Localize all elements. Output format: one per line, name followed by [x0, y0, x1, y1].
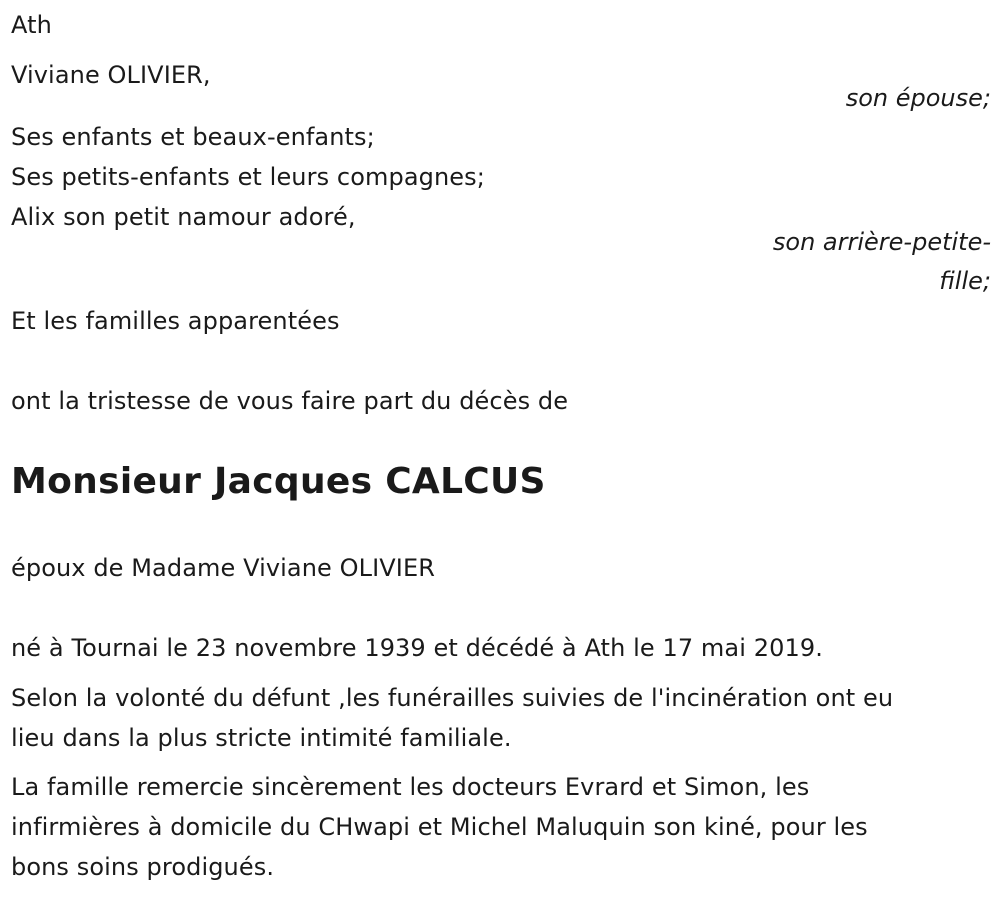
deceased-name: Monsieur Jacques CALCUS	[11, 461, 546, 502]
grandchildren-line: Ses petits-enfants et leurs compagnes;	[11, 163, 485, 191]
announcement: ont la tristesse de vous faire part du décès de	[11, 387, 569, 415]
wife-relation: son épouse;	[845, 84, 991, 112]
funeral-line-2: lieu dans la plus stricte intimité familiale.	[11, 724, 512, 752]
wife-name: Viviane OLIVIER,	[11, 61, 211, 89]
great-granddaughter-relation-1: son arrière-petite-	[772, 228, 991, 256]
birth-death: né à Tournai le 23 novembre 1939 et décédé à Ath le 17 mai 2019.	[11, 634, 823, 662]
children-line: Ses enfants et beaux-enfants;	[11, 123, 375, 151]
funeral-line-1: Selon la volonté du défunt ,les funérailles suivies de l'incinération ont eu	[11, 684, 894, 712]
families-line: Et les familles apparentées	[11, 307, 340, 335]
thanks-line-2: infirmières à domicile du CHwapi et Michel Maluquin son kiné, pour les	[11, 813, 868, 841]
great-granddaughter-name: Alix son petit namour adoré,	[11, 203, 356, 231]
spouse-of: époux de Madame Viviane OLIVIER	[11, 554, 436, 582]
thanks-line-3: bons soins prodigués.	[11, 853, 275, 881]
location: Ath	[11, 11, 52, 39]
thanks-line-1: La famille remercie sincèrement les docteurs Evrard et Simon, les	[11, 773, 810, 801]
great-granddaughter-relation-2: fille;	[939, 267, 991, 295]
